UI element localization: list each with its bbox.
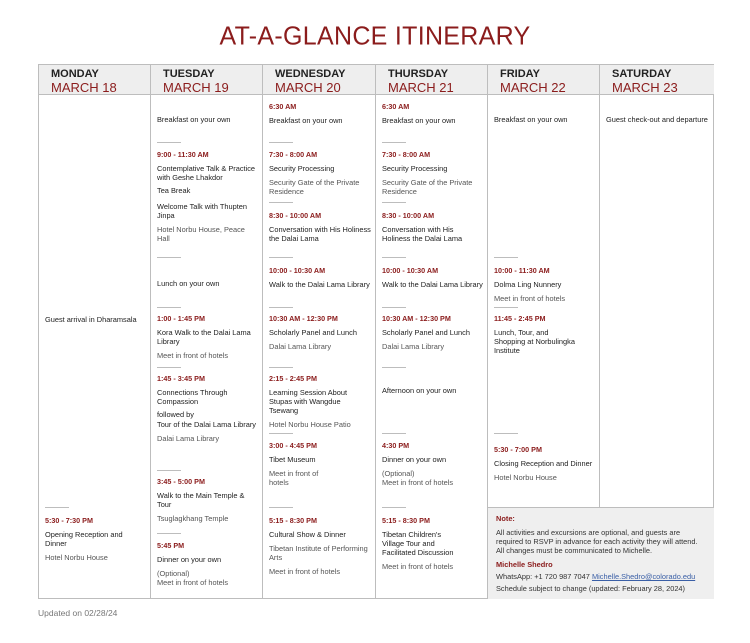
event-name: Breakfast on your own — [269, 116, 343, 125]
event-name: Conversation with His Holiness the Dalai Lama — [269, 225, 371, 243]
column-monday — [39, 95, 151, 598]
event-name: Breakfast on your own — [157, 115, 231, 124]
event-location: Dalai Lama Library — [269, 342, 332, 351]
event-name: Contemplative Talk & Practice with Geshe Lhakdor — [157, 164, 256, 182]
event-time: 9:00 - 11:30 AM — [157, 150, 209, 159]
event-name: Breakfast on your own — [382, 116, 456, 125]
event-time: 8:30 - 10:00 AM — [382, 211, 435, 220]
event-name: Lunch, Tour, and Shopping at Norbulingka Institute — [494, 328, 575, 355]
event-security — [269, 150, 371, 196]
event-conversation — [269, 211, 371, 243]
event-name: Closing Reception and Dinner — [494, 459, 593, 468]
date-label: MARCH 22 — [500, 80, 566, 95]
event-opening-reception — [45, 516, 146, 562]
event-location: Dalai Lama Library — [382, 342, 445, 351]
divider — [157, 142, 181, 143]
date-label: MARCH 20 — [275, 80, 341, 95]
event-name: Guest arrival in Dharamsala — [45, 315, 137, 324]
day-label: THURSDAY — [388, 68, 449, 80]
divider — [157, 470, 181, 471]
event-childrens-village — [382, 516, 483, 571]
event-location: Meet in front of hotels — [494, 294, 566, 303]
day-label: WEDNESDAY — [275, 68, 346, 80]
event-scholarly-panel — [382, 314, 483, 351]
event-breakfast — [494, 115, 595, 124]
header-monday — [39, 65, 151, 95]
divider — [382, 367, 406, 368]
divider — [494, 307, 518, 308]
event-name: Security Processing — [269, 164, 335, 173]
event-name: Dinner on your own — [157, 555, 222, 564]
updated-date: Updated on 02/28/24 — [38, 608, 118, 618]
event-walk-library — [269, 266, 371, 289]
event-location: Security Gate of the Private Residence — [269, 178, 360, 196]
event-name: Opening Reception and Dinner — [45, 530, 123, 548]
event-time: 10:30 AM - 12:30 PM — [382, 314, 451, 323]
event-time: 10:00 - 10:30 AM — [382, 266, 439, 275]
event-name: Cultural Show & Dinner — [269, 530, 346, 539]
event-name: Kora Walk to the Dalai Lama Library — [157, 328, 251, 346]
note-label: Note: — [496, 514, 515, 523]
event-location: Dalai Lama Library — [157, 434, 220, 443]
event-time: 5:30 - 7:30 PM — [45, 516, 93, 525]
event-name: Guest check-out and departure — [606, 115, 708, 124]
divider — [382, 202, 406, 203]
event-location: Hotel Norbu House — [45, 553, 108, 562]
header-tuesday — [151, 65, 263, 95]
event-name: Scholarly Panel and Lunch — [382, 328, 470, 337]
event-tibet-museum — [269, 441, 371, 487]
event-name: Tour of the Dalai Lama Library — [157, 420, 257, 429]
header-thursday — [376, 65, 488, 95]
event-name: Learning Session About Stupas with Wangdue Tsewang — [269, 388, 348, 415]
event-lunch — [157, 279, 258, 288]
header-friday — [488, 65, 600, 95]
event-time: 4:30 PM — [382, 441, 410, 450]
event-closing-reception — [494, 445, 595, 482]
event-arrival — [45, 315, 146, 324]
divider — [269, 202, 293, 203]
column-thursday — [376, 95, 488, 598]
event-checkout — [606, 115, 710, 124]
event-time: 3:45 - 5:00 PM — [157, 477, 205, 486]
divider — [269, 367, 293, 368]
event-name: Lunch on your own — [157, 279, 220, 288]
event-location: Tibetan Institute of Performing Arts — [269, 544, 368, 562]
event-breakfast — [269, 102, 371, 125]
divider — [269, 307, 293, 308]
event-time: 7:30 - 8:00 AM — [269, 150, 318, 159]
event-name: Dolma Ling Nunnery — [494, 280, 562, 289]
event-time: 1:45 - 3:45 PM — [157, 374, 205, 383]
page-title: AT-A-GLANCE ITINERARY — [219, 21, 531, 51]
day-label: FRIDAY — [500, 68, 540, 80]
header-wednesday — [263, 65, 376, 95]
day-label: MONDAY — [51, 68, 99, 80]
event-breakfast — [157, 115, 258, 124]
event-security — [382, 150, 483, 196]
event-name: Scholarly Panel and Lunch — [269, 328, 357, 337]
event-time: 10:00 - 10:30 AM — [269, 266, 326, 275]
divider — [494, 257, 518, 258]
event-time: 7:30 - 8:00 AM — [382, 150, 431, 159]
event-time: 1:00 - 1:45 PM — [157, 314, 205, 323]
event-location: Meet in front of hotels — [157, 578, 229, 587]
divider — [269, 433, 293, 434]
itinerary-grid — [38, 64, 714, 599]
whatsapp-number: WhatsApp: +1 720 987 7047 — [496, 572, 590, 581]
event-cultural-show — [269, 516, 371, 576]
event-name: Conversation with His Holiness the Dalai Lama — [382, 225, 463, 243]
event-time: 11:45 - 2:45 PM — [494, 314, 546, 323]
event-location: Hotel Norbu House — [494, 473, 557, 482]
event-time: 10:30 AM - 12:30 PM — [269, 314, 338, 323]
event-time: 2:15 - 2:45 PM — [269, 374, 317, 383]
event-name: Breakfast on your own — [494, 115, 568, 124]
date-label: MARCH 23 — [612, 80, 678, 95]
note-text: All activities and excursions are optional, and guests are required to RSVP in advance for each activity they will attend. All changes must be communicated to Michelle. — [496, 528, 698, 555]
divider — [157, 307, 181, 308]
event-location: Meet in front of hotels — [157, 351, 229, 360]
event-name: Tibetan Children's Village Tour and Facilitated Discussion — [382, 530, 454, 557]
event-breakfast — [382, 102, 483, 125]
event-time: 5:30 - 7:00 PM — [494, 445, 542, 454]
event-optional: (Optional) — [382, 469, 415, 478]
event-connections-compassion — [157, 374, 258, 443]
event-dinner — [157, 541, 258, 587]
event-extra: Tea Break — [157, 186, 191, 195]
event-time: 5:45 PM — [157, 541, 185, 550]
event-location: Meet in front of hotels — [382, 478, 454, 487]
divider — [45, 507, 69, 508]
date-label: MARCH 19 — [163, 80, 229, 95]
event-time: 6:30 AM — [269, 102, 297, 111]
event-name: Walk to the Dalai Lama Library — [269, 280, 370, 289]
event-norbulingka — [494, 314, 595, 355]
event-main-temple — [157, 477, 258, 523]
event-optional: (Optional) — [157, 569, 190, 578]
date-label: MARCH 18 — [51, 80, 117, 95]
event-name: Security Processing — [382, 164, 448, 173]
contact-name: Michelle Shedro — [496, 560, 553, 569]
schedule-note: Schedule subject to change (updated: February 28, 2024) — [496, 584, 685, 593]
header-saturday — [600, 65, 714, 95]
day-label: SATURDAY — [612, 68, 672, 80]
event-name: Afternoon on your own — [382, 386, 457, 395]
divider — [494, 433, 518, 434]
divider — [269, 257, 293, 258]
event-location: Hotel Norbu House, Peace Hall — [157, 225, 245, 243]
event-time: 5:15 - 8:30 PM — [382, 516, 430, 525]
contact-email-link[interactable]: Michelle.Shedro@colorado.edu — [591, 572, 696, 581]
event-walk-library — [382, 266, 483, 289]
divider — [157, 533, 181, 534]
divider — [382, 507, 406, 508]
event-name: Walk to the Dalai Lama Library — [382, 280, 483, 289]
event-location: Security Gate of the Private Residence — [382, 178, 473, 196]
event-location: Hotel Norbu House Patio — [269, 420, 351, 429]
divider — [157, 257, 181, 258]
event-time: 6:30 AM — [382, 102, 410, 111]
event-name: Dinner on your own — [382, 455, 447, 464]
divider — [382, 307, 406, 308]
event-location: Tsuglagkhang Temple — [157, 514, 229, 523]
event-stupas-session — [269, 374, 371, 429]
event-name: Connections Through Compassion — [157, 388, 228, 406]
event-dolma-ling — [494, 266, 595, 303]
event-extra: Welcome Talk with Thupten Jinpa — [157, 202, 247, 220]
event-scholarly-panel — [269, 314, 371, 351]
column-tuesday — [151, 95, 263, 598]
event-extra: followed by — [157, 410, 194, 419]
contact-line — [496, 572, 695, 581]
event-conversation — [382, 211, 483, 243]
event-location: Meet in front of hotels — [269, 567, 341, 576]
event-time: 10:00 - 11:30 AM — [494, 266, 550, 275]
event-kora-walk — [157, 314, 258, 360]
divider — [382, 142, 406, 143]
note-box — [488, 507, 714, 599]
divider — [382, 433, 406, 434]
event-time: 3:00 - 4:45 PM — [269, 441, 317, 450]
event-contemplative-talk — [157, 150, 258, 243]
event-name: Tibet Museum — [269, 455, 316, 464]
event-dinner — [382, 441, 483, 487]
event-location: Meet in front of hotels — [269, 469, 319, 487]
event-name: Walk to the Main Temple & Tour — [157, 491, 245, 509]
divider — [269, 507, 293, 508]
divider — [157, 367, 181, 368]
date-label: MARCH 21 — [388, 80, 454, 95]
event-afternoon-free — [382, 386, 483, 395]
column-wednesday — [263, 95, 376, 598]
day-label: TUESDAY — [163, 68, 215, 80]
event-location: Meet in front of hotels — [382, 562, 454, 571]
divider — [382, 257, 406, 258]
event-time: 5:15 - 8:30 PM — [269, 516, 317, 525]
event-time: 8:30 - 10:00 AM — [269, 211, 322, 220]
divider — [269, 142, 293, 143]
